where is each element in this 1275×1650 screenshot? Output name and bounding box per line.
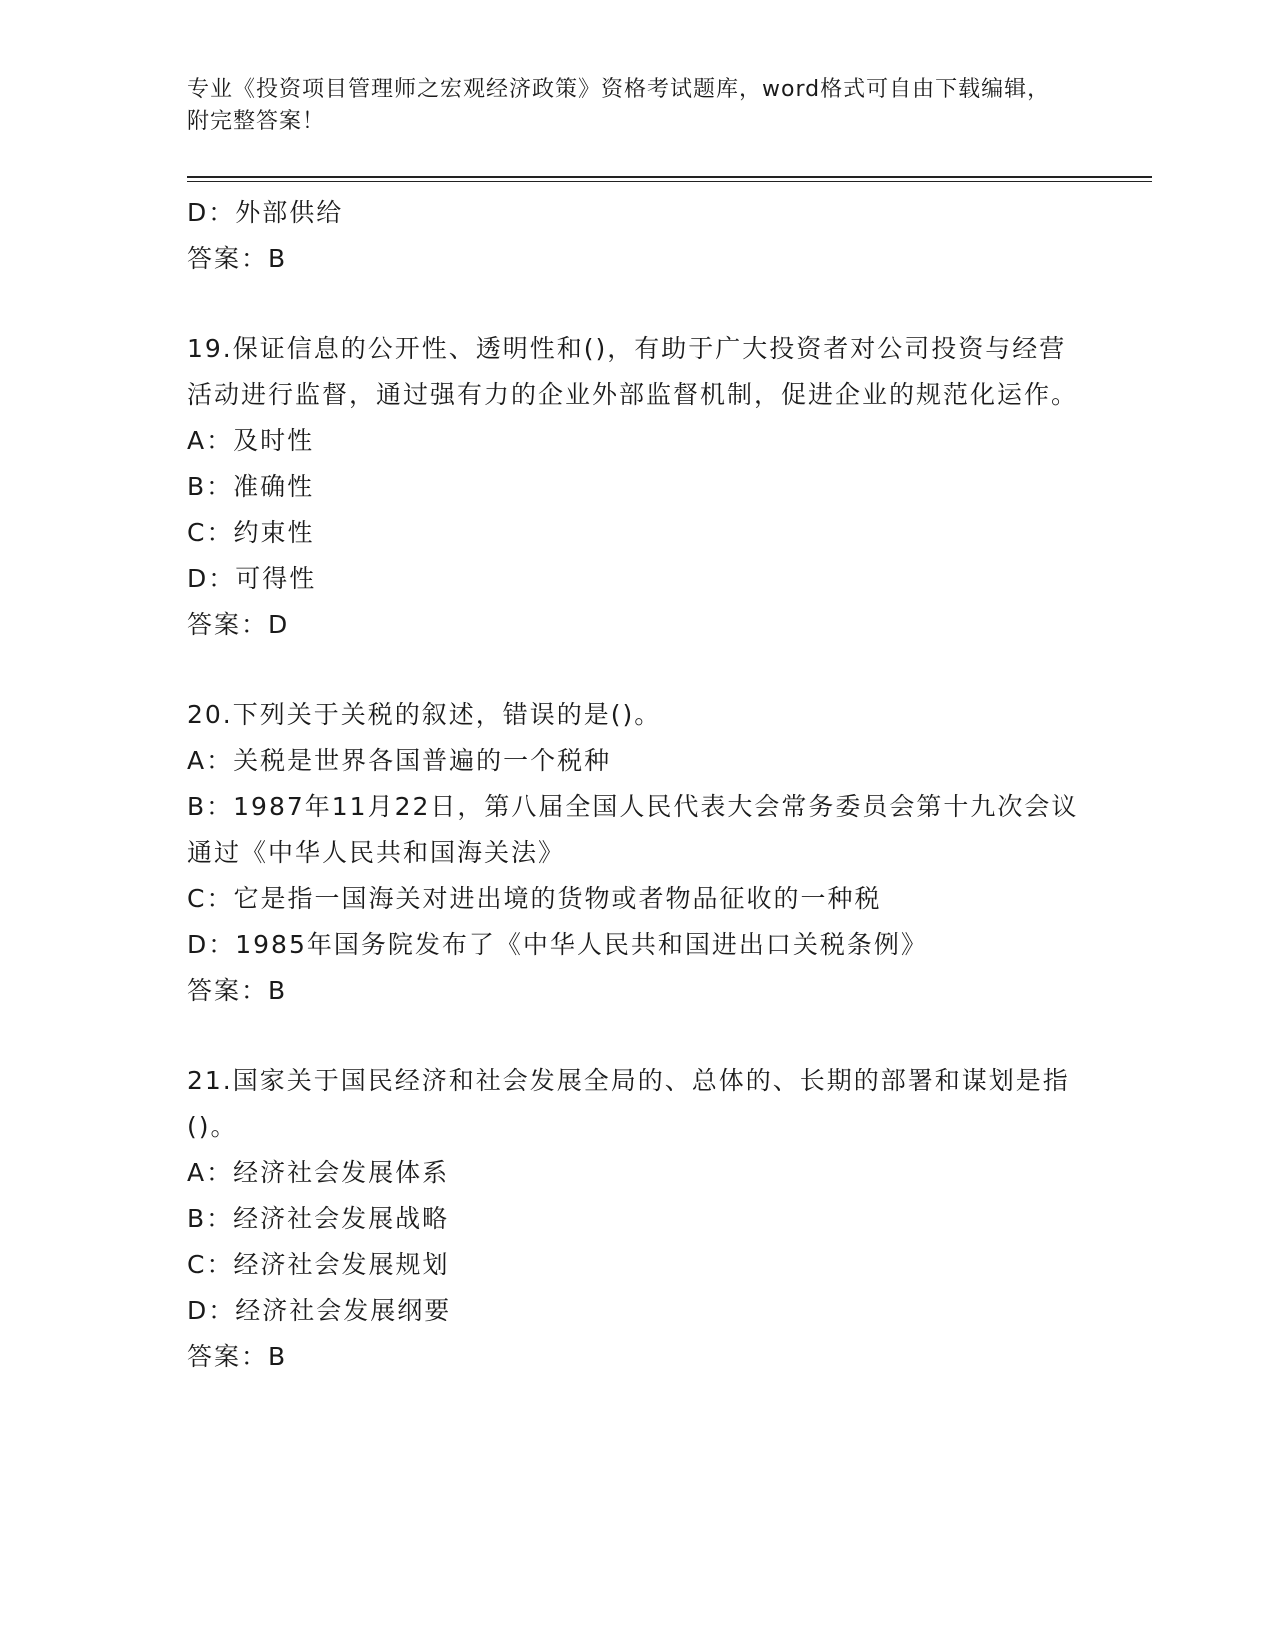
option-c: C：约束性 [187, 518, 315, 547]
page-header: 专业《投资项目管理师之宏观经济政策》资格考试题库，word格式可自由下载编辑，附完整答案！ [187, 77, 1051, 134]
question-stem: 20.下列关于关税的叙述，错误的是()。 [187, 700, 662, 729]
question-21 [187, 1058, 1087, 1380]
prev-option-d: D：外部供给 [187, 198, 344, 227]
option-b: B：准确性 [187, 472, 315, 501]
question-stem: 21.国家关于国民经济和社会发展全局的、总体的、长期的部署和谋划是指()。 [187, 1066, 1070, 1141]
option-b: B：经济社会发展战略 [187, 1204, 450, 1233]
option-b: B：1987年11月22日，第八届全国人民代表大会常务委员会第十九次会议通过《中华人民共和国海关法》 [187, 792, 1079, 867]
header-rule-thick [187, 176, 1152, 178]
option-d: D：1985年国务院发布了《中华人民共和国进出口关税条例》 [187, 930, 928, 959]
question-stem: 19.保证信息的公开性、透明性和()，有助于广大投资者对公司投资与经营活动进行监督，通过强有力的企业外部监督机制，促进企业的规范化运作。 [187, 334, 1079, 409]
answer: 答案：D [187, 610, 290, 639]
option-a: A：关税是世界各国普遍的一个税种 [187, 746, 612, 775]
answer: 答案：B [187, 1342, 288, 1371]
prev-answer: 答案：B [187, 244, 288, 273]
option-c: C：经济社会发展规划 [187, 1250, 450, 1279]
option-a: A：经济社会发展体系 [187, 1158, 450, 1187]
question-20 [187, 692, 1087, 1014]
option-c: C：它是指一国海关对进出境的货物或者物品征收的一种税 [187, 884, 882, 913]
question-content [187, 190, 1087, 1380]
header-rule-thin [187, 181, 1152, 182]
question-19 [187, 326, 1087, 648]
answer: 答案：B [187, 976, 288, 1005]
option-a: A：及时性 [187, 426, 315, 455]
option-d: D：可得性 [187, 564, 317, 593]
option-d: D：经济社会发展纲要 [187, 1296, 452, 1325]
